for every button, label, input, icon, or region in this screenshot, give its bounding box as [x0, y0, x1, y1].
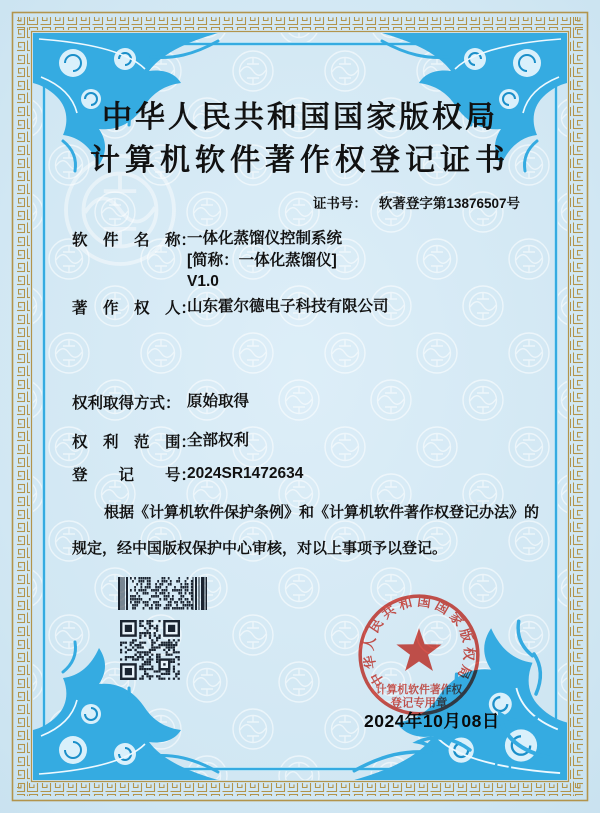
software-short-name-value: [简称：一体化蒸馏仪] [187, 251, 337, 269]
copyright-owner-value: 山东霍尔德电子科技有限公司 [187, 298, 389, 315]
field-label: 权 利 范 围： [72, 434, 197, 451]
certificate-number-line [313, 192, 520, 212]
seal-ring-text: 中华人民共和国国家版权局 [360, 593, 477, 690]
barcode-image [118, 577, 208, 610]
acquisition-method-value: 原始取得 [187, 393, 250, 410]
statement-line-2: 规定，经中国版权保护中心审核，对以上事项予以登记。 [72, 540, 448, 557]
field-label: 软 件 名 称： [72, 232, 197, 249]
field-label: 著 作 权 人： [72, 300, 197, 317]
field-label: 权利取得方式： [72, 395, 181, 412]
certificate-number-value: 软著登字第13876507号 [378, 196, 520, 211]
seal-star-icon [396, 628, 441, 671]
software-version-value: V1.0 [187, 273, 219, 290]
qr-code-image [120, 620, 180, 680]
field-label: 登 记 号： [72, 467, 197, 484]
software-name-value: 一体化蒸馏仪控制系统 [187, 230, 343, 247]
rights-scope-value: 全部权利 [187, 432, 250, 449]
certificate-number-label: 证书号： [312, 196, 367, 211]
certificate-title: 计算机软件著作权登记证书 [90, 144, 510, 177]
registration-number-value: 2024SR1472634 [187, 465, 304, 482]
seal-text-line2: 登记专用章 [390, 697, 448, 710]
seal-text-line1: 计算机软件著作权 [375, 684, 463, 697]
issuing-authority-title: 中华人民共和国国家版权局 [102, 101, 498, 134]
issue-date: 2024年10月08日 [364, 711, 500, 731]
statement-line-1: 根据《计算机软件保护条例》和《计算机软件著作权登记办法》的 [104, 504, 540, 521]
official-red-seal [355, 593, 483, 721]
